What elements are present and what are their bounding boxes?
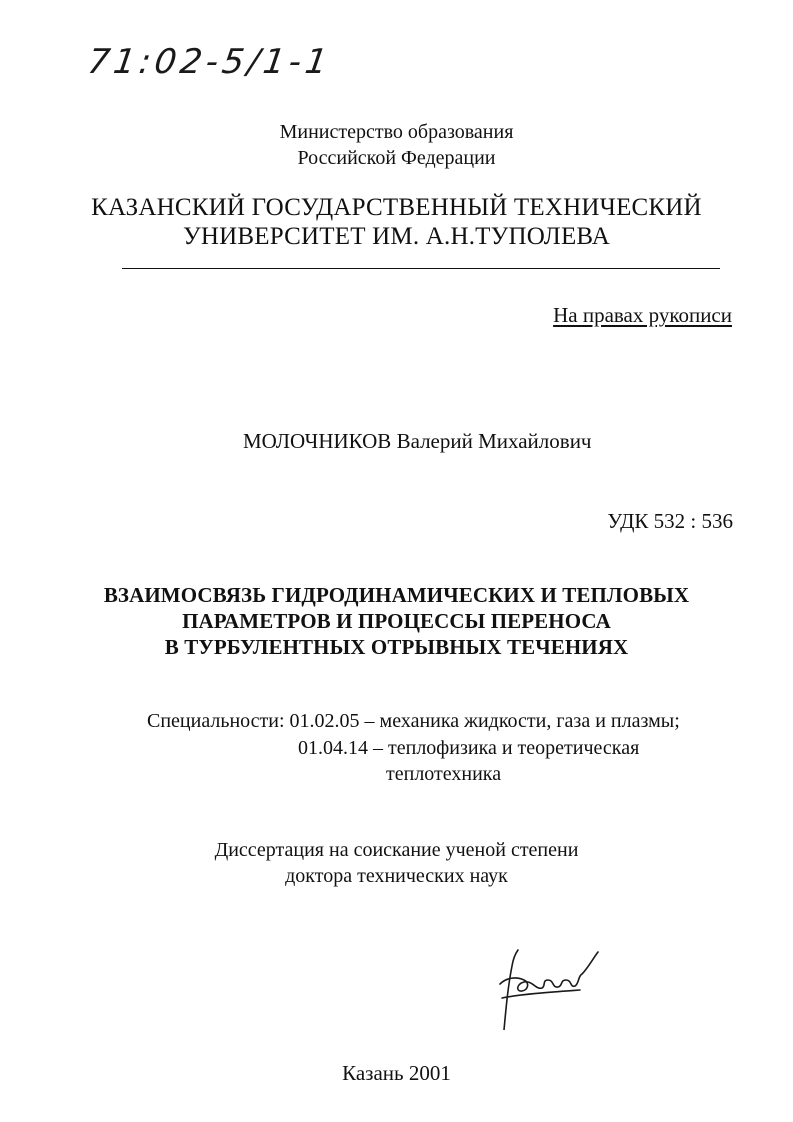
title-line-2: ПАРАМЕТРОВ И ПРОЦЕССЫ ПЕРЕНОСА xyxy=(182,609,611,633)
university-line-1: КАЗАНСКИЙ ГОСУДАРСТВЕННЫЙ ТЕХНИЧЕСКИЙ xyxy=(91,194,702,221)
city-year: Казань 2001 xyxy=(342,1061,451,1085)
title-line-3: В ТУРБУЛЕНТНЫХ ОТРЫВНЫХ ТЕЧЕНИЯХ xyxy=(164,635,629,659)
university-line-2: УНИВЕРСИТЕТ ИМ. А.Н.ТУПОЛЕВА xyxy=(183,223,610,250)
ministry-line-2: Российской Федерации xyxy=(297,147,496,169)
specialty-line-2: 01.04.14 – теплофизика и теоретическая xyxy=(298,737,640,759)
specialty-line-3: теплотехника xyxy=(386,763,502,785)
ministry-line-1: Министерство образования xyxy=(279,121,514,143)
header-divider xyxy=(122,268,720,269)
udc-code: УДК 532 : 536 xyxy=(607,509,733,533)
specialty-line-1: Специальности: 01.02.05 – механика жидкости, газа и плазмы; xyxy=(147,710,680,732)
author-name: МОЛОЧНИКОВ Валерий Михайлович xyxy=(243,429,592,453)
archive-code: 71:02-5/1-1 xyxy=(85,42,334,82)
dissertation-line-1: Диссертация на соискание ученой степени xyxy=(214,839,579,861)
signature-icon xyxy=(482,938,622,1030)
title-line-1: ВЗАИМОСВЯЗЬ ГИДРОДИНАМИЧЕСКИХ И ТЕПЛОВЫХ xyxy=(103,583,690,607)
rights-note: На правах рукописи xyxy=(553,303,732,327)
dissertation-line-2: доктора технических наук xyxy=(285,865,508,887)
